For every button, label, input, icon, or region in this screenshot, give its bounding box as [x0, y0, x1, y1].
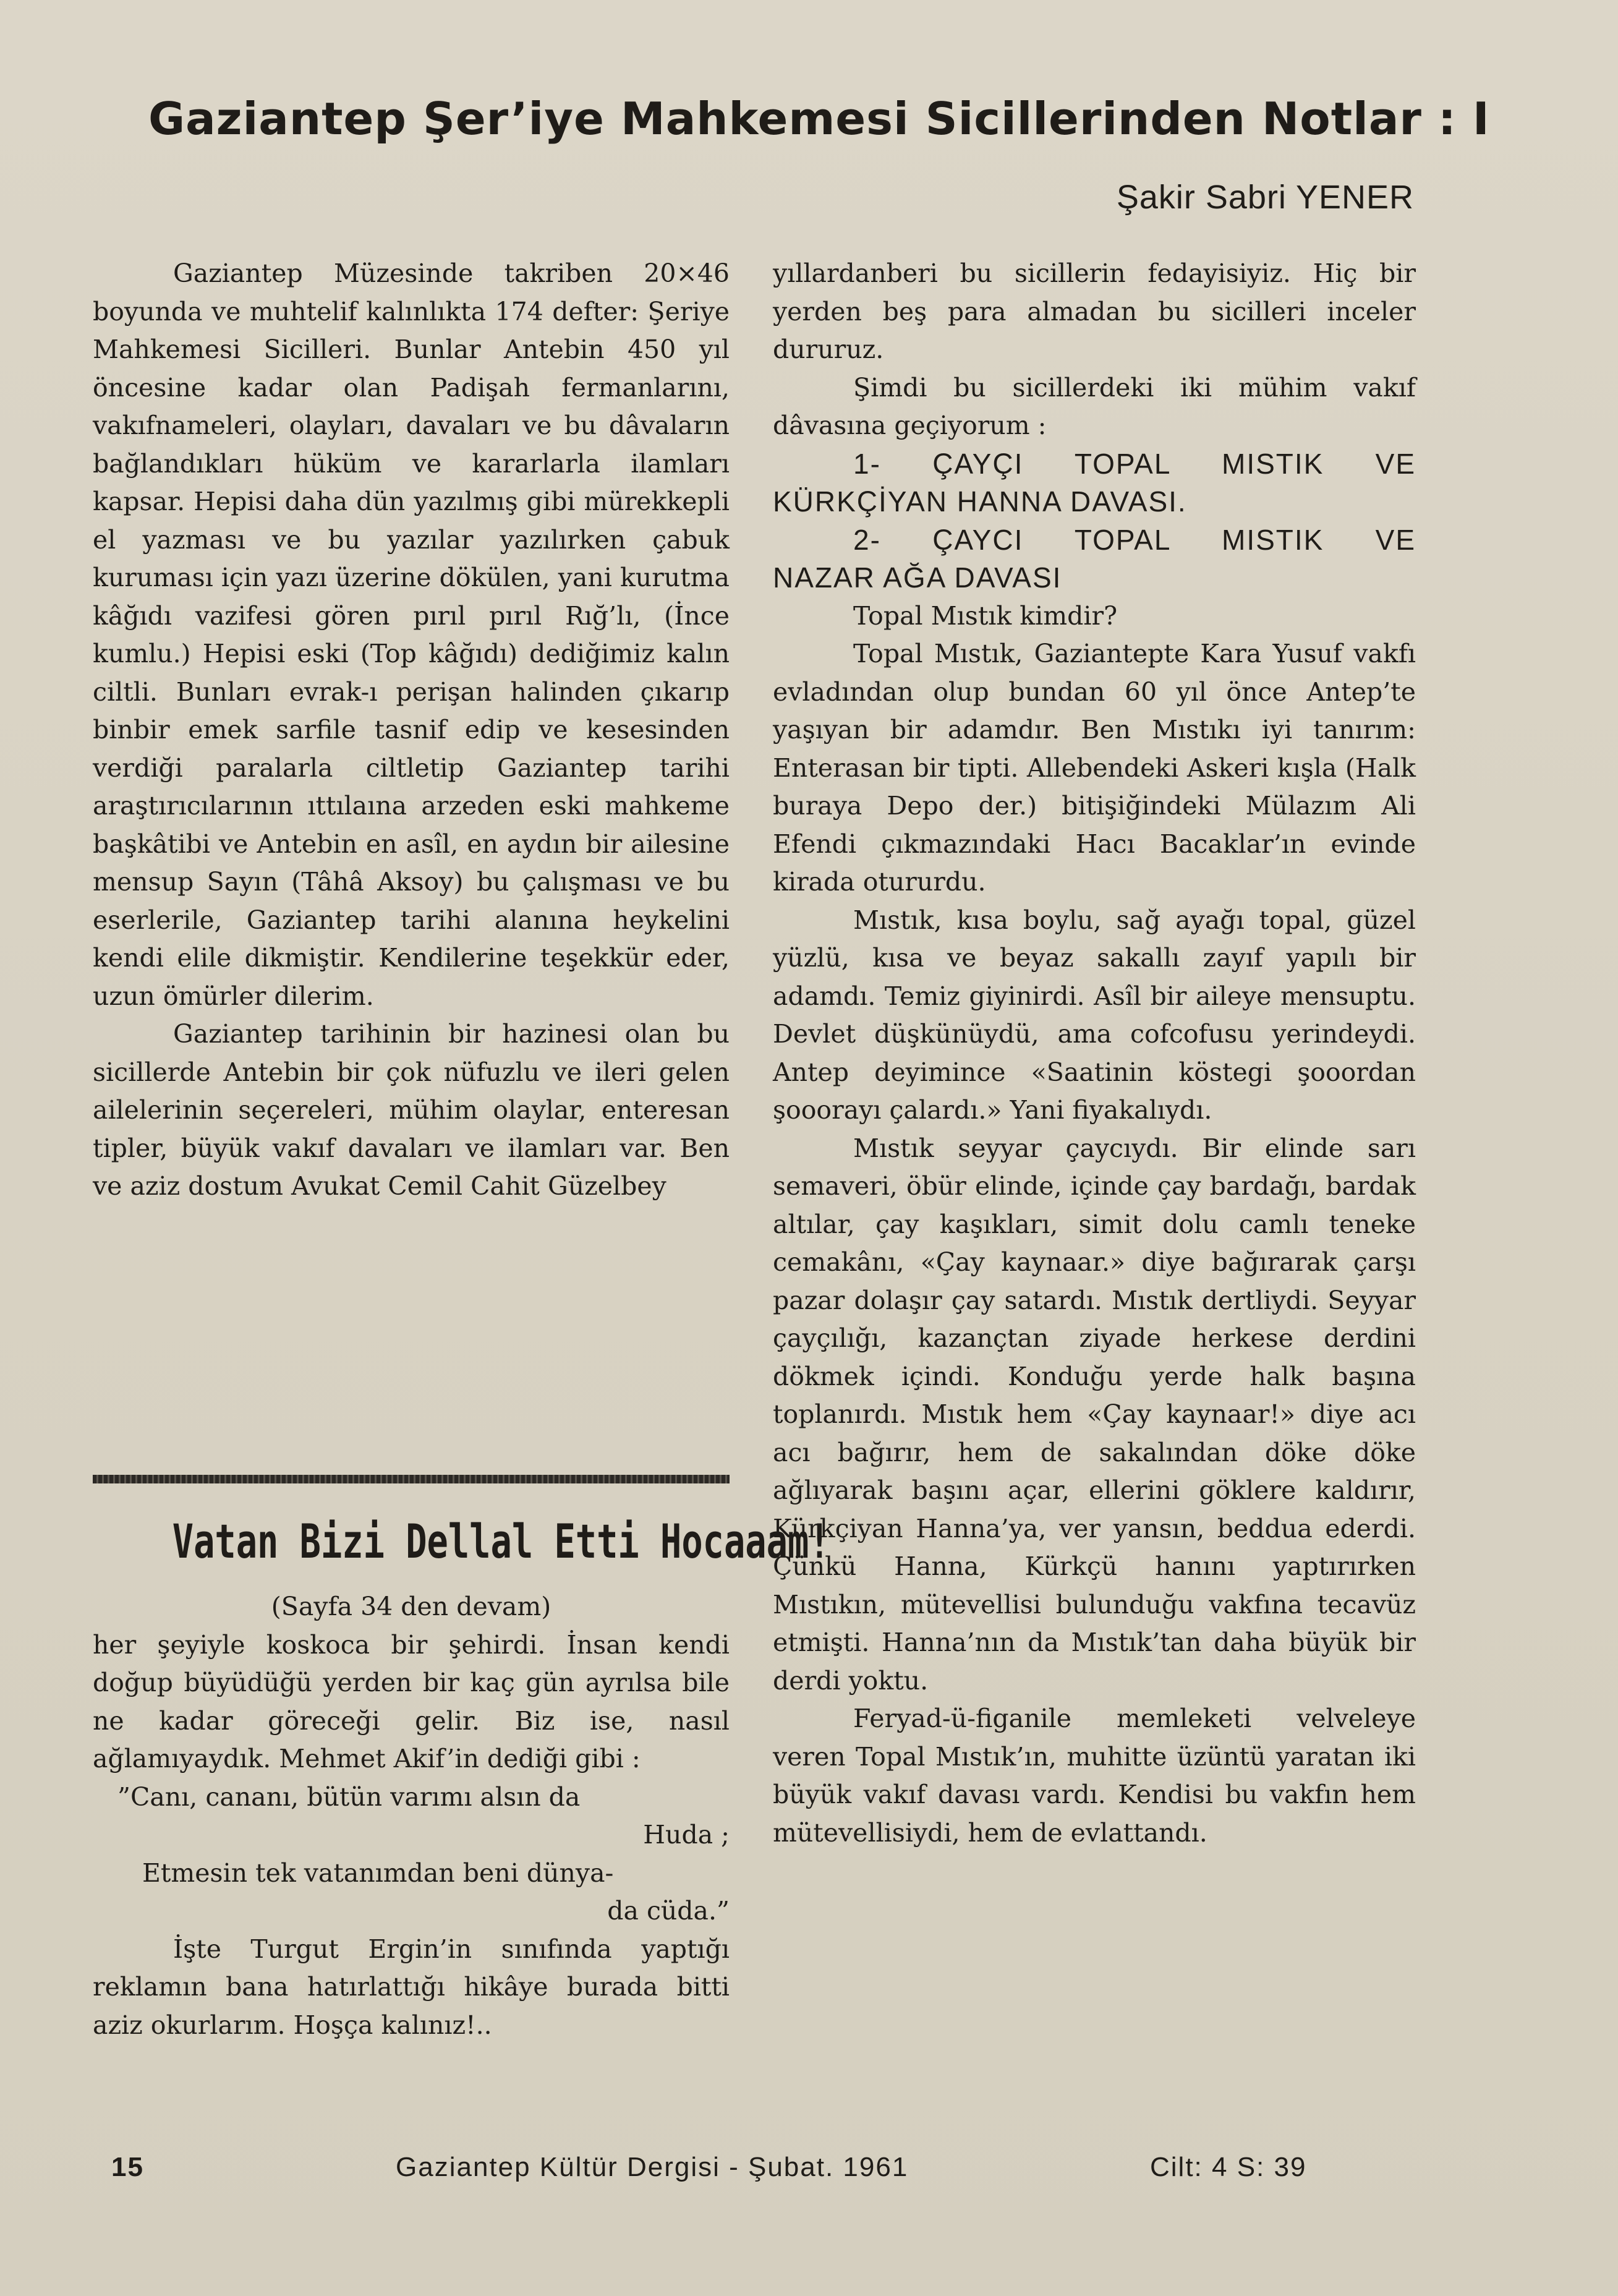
case-title: KÜRKÇİYAN HANNA DAVASI. — [773, 485, 1187, 518]
author-name: Şakir Sabri YENER — [1116, 179, 1414, 216]
paragraph: yıllardanberi bu sicillerin fedayisiyiz. Hiç bir yerden beş para almadan bu sicilleri inceler dururuz. — [773, 258, 1416, 364]
paragraph: Feryad-ü-figanile memleketi velveleye veren Topal Mıstık’ın, muhitte üzüntü yaratan iki büyük vakıf davası vardı. Kendisi bu vakfın hem mütevellisiydi, hem de evlattandı. — [773, 1704, 1416, 1848]
sidebar-headline: Vatan Bizi Dellal Etti Hocaaam! — [172, 1514, 830, 1569]
subheading-question: Topal Mıstık kimdir? — [853, 600, 1118, 631]
article-title: Gaziantep Şer’iye Mahkemesi Sicillerinden Notlar : I — [148, 93, 1490, 145]
paragraph: Topal Mıstık, Gaziantepte Kara Yusuf vakfı evladından olup bundan 60 yıl önce Antep’te yaşıyan bir adamdır. Ben Mıstıkı iyi tanırım: Enterasan bir tipti. Allebendeki Askeri kışla (Halk buraya Depo der.) bitişiğindeki Mülazım Ali Efendi çıkmazındaki Hacı Bacaklar’ın evinde kirada otururdu. — [773, 639, 1416, 897]
paragraph: her şeyiyle koskoca bir şehirdi. İnsan kendi doğup büyüdüğü yerden bir kaç gün ayrılsa bile ne kadar göreceği gelir. Biz ise, nasıl ağlamıyaydık. Mehmet Akif’in dediği gibi : — [93, 1629, 730, 1773]
magazine-name: Gaziantep Kültür Dergisi - Şubat. 1961 — [396, 2152, 909, 2182]
poem-line-end: da cüda.” — [607, 1896, 730, 1926]
page-number: 15 — [111, 2152, 144, 2182]
poem-line: ”Canı, cananı, bütün varımı alsın da — [117, 1782, 581, 1812]
continued-note: (Sayfa 34 den devam) — [271, 1592, 551, 1621]
paragraph: Gaziantep Müzesinde takriben 20×46 boyunda ve muhtelif kalınlıkta 174 defter: Şeriye Mahkemesi Sicilleri. Bunlar Antebin 450 yıl öncesine kadar olan Padişah fermanlarını, vakıfnameleri, olayları, davaları ve bu dâvaların bağlandıkları hüküm ve kararlarla ilamları kapsar. Hepisi daha dün yazılmış gibi mürekkepli el yazması ve bu yazılar yazılırken çabuk kuruması için yazı üzerine dökülen, yani kurutma kâğıdı vazifesi gören pırıl pırıl Rığ’lı, (İnce kumlu.) Hepisi eski (Top kâğıdı) dediğimiz kalın ciltli. Bunları evrak-ı perişan halinden çıkarıp binbir emek sarfile tasnif edip ve kesesinden verdiği paralarla ciltletip Gaziantep tarihi araştırıcılarının ıttılaına arzeden eski mahkeme başkâtibi ve Antebin en asîl, en aydın bir ailesine mensup Sayın (Tâhâ Aksoy) bu çalışması ve bu eserlerile, Gaziantep tarihi alanına heykelini kendi elile dikmiştir. Kendilerine teşekkür eder, uzun ömürler dilerim. — [93, 258, 730, 1011]
paragraph: Mıstık seyyar çaycıydı. Bir elinde sarı semaveri, öbür elinde, içinde çay bardağı, bardak altılar, çay kaşıkları, simit dolu camlı teneke cemakânı, «Çay kaynaar.» diye bağırarak çarşı pazar dolaşır çay satardı. Mıstık dertliydi. Seyyar çayçılığı, kazançtan ziyade herkese derdini dökmek içindi. Konduğu yerde halk başına toplanırdı. Mıstık hem «Çay kaynaar!» diye acı acı bağırır, hem de sakalından döke döke ağlıyarak başını açar, ellerini göklere kaldırır, Kürkçiyan Hanna’ya, ver yansın, beddua ederdi. Çünkü Hanna, Kürkçü hanını yaptırırken Mıstıkın, mütevellisi bulunduğu vakfına tecavüz etmişti. Hanna’nın da Mıstık’tan daha büyük bir derdi yoktu. — [773, 1133, 1416, 1696]
right-column — [773, 255, 1416, 1852]
paragraph: Şimdi bu sicillerdeki iki mühim vakıf dâvasına geçiyorum : — [773, 372, 1416, 440]
volume-issue: Cilt: 4 S: 39 — [1150, 2152, 1307, 2182]
case-title: NAZAR AĞA DAVASI — [773, 561, 1062, 594]
paragraph: Mıstık, kısa boylu, sağ ayağı topal, güzel yüzlü, kısa ve beyaz sakallı zayıf yapılı bir adamdı. Temiz giyinirdi. Asîl bir aileye mensuptu. Devlet düşkünüydü, ama cofcofusu yerindeydi. Antep deyimince «Saatinin köstegi şooordan şooorayı çalardı.» Yani fiyakalıydı. — [773, 905, 1416, 1125]
left-column — [93, 255, 730, 1206]
paragraph: İşte Turgut Ergin’in sınıfında yaptığı reklamın bana hatırlattığı hikâye burada bitti aziz okurlarım. Hoşça kalınız!.. — [93, 1934, 730, 2040]
case-title: 2- ÇAYCI TOPAL MISTIK VE — [853, 523, 1416, 556]
paragraph: Gaziantep tarihinin bir hazinesi olan bu sicillerde Antebin bir çok nüfuzlu ve ileri gelen ailelerinin seçereleri, mühim olaylar, enteresan tipler, büyük vakıf davaları ve ilamları var. Ben ve aziz dostum Avukat Cemil Cahit Güzelbey — [93, 1019, 730, 1201]
poem-line-end: Huda ; — [643, 1820, 730, 1850]
sidebar-article — [93, 1588, 730, 2044]
case-title: 1- ÇAYÇI TOPAL MISTIK VE — [853, 447, 1416, 480]
poem-line: Etmesin tek vatanımdan beni dünya- — [142, 1858, 614, 1888]
section-divider — [93, 1475, 730, 1483]
